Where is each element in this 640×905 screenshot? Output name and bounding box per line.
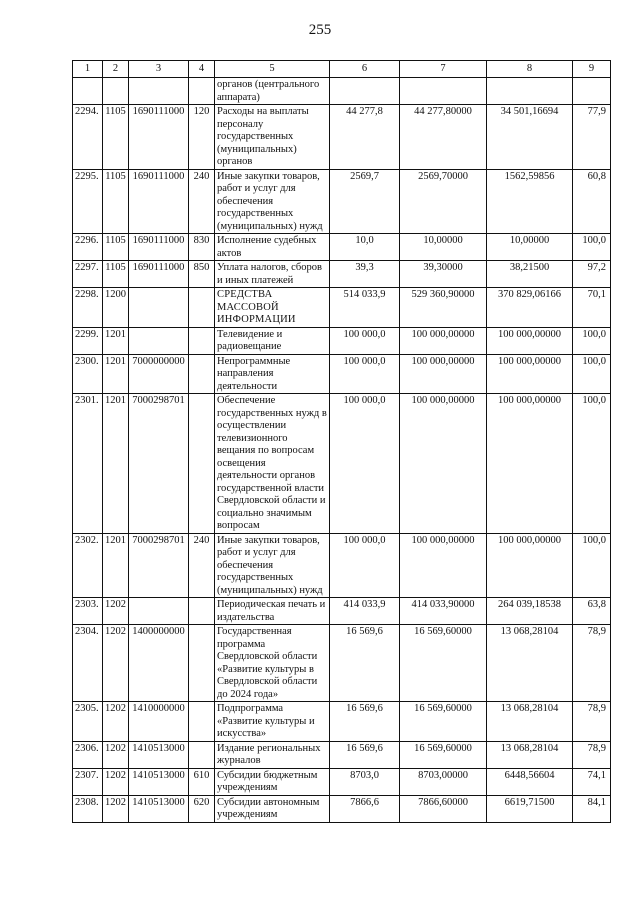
percent-cell: 60,8 <box>573 169 611 234</box>
column-header: 8 <box>487 61 573 78</box>
row-number-cell: 2299. <box>73 327 103 354</box>
target-article-cell: 1690111000 <box>129 261 189 288</box>
percent-cell: 78,9 <box>573 702 611 742</box>
row-number-cell: 2301. <box>73 394 103 534</box>
amended-amount-cell: 100 000,00000 <box>400 394 487 534</box>
section-code-cell: 1202 <box>103 768 129 795</box>
planned-amount-cell: 16 569,6 <box>330 625 400 702</box>
executed-amount-cell: 34 501,16694 <box>487 105 573 170</box>
executed-amount-cell: 264 039,18538 <box>487 598 573 625</box>
target-article-cell: 1400000000 <box>129 625 189 702</box>
amended-amount-cell: 7866,60000 <box>400 795 487 822</box>
section-code-cell: 1202 <box>103 625 129 702</box>
table-row <box>73 169 611 234</box>
table-row <box>73 234 611 261</box>
table-row <box>73 78 611 105</box>
amended-amount-cell: 100 000,00000 <box>400 354 487 394</box>
percent-cell: 70,1 <box>573 288 611 328</box>
amended-amount-cell <box>400 78 487 105</box>
planned-amount-cell: 414 033,9 <box>330 598 400 625</box>
amended-amount-cell: 39,30000 <box>400 261 487 288</box>
expense-type-cell <box>189 394 215 534</box>
expense-type-cell: 120 <box>189 105 215 170</box>
section-code-cell: 1201 <box>103 394 129 534</box>
table-row <box>73 795 611 822</box>
section-code-cell <box>103 78 129 105</box>
row-number-cell: 2308. <box>73 795 103 822</box>
row-number-cell: 2300. <box>73 354 103 394</box>
expense-type-cell: 610 <box>189 768 215 795</box>
amended-amount-cell: 2569,70000 <box>400 169 487 234</box>
item-name-cell: Периодическая печать и издательства <box>215 598 330 625</box>
page-number: 255 <box>308 22 332 38</box>
expense-type-cell: 240 <box>189 169 215 234</box>
header-row <box>73 61 611 78</box>
section-code-cell: 1105 <box>103 234 129 261</box>
section-code-cell: 1201 <box>103 354 129 394</box>
target-article-cell: 7000298701 <box>129 533 189 598</box>
item-name-cell: Расходы на выплаты персоналу государственных (муниципальных) органов <box>215 105 330 170</box>
executed-amount-cell: 10,00000 <box>487 234 573 261</box>
row-number-cell <box>73 78 103 105</box>
executed-amount-cell: 13 068,28104 <box>487 625 573 702</box>
column-header: 5 <box>215 61 330 78</box>
percent-cell <box>573 78 611 105</box>
target-article-cell: 1690111000 <box>129 169 189 234</box>
column-header: 9 <box>573 61 611 78</box>
section-code-cell: 1202 <box>103 702 129 742</box>
target-article-cell: 1410513000 <box>129 768 189 795</box>
section-code-cell: 1105 <box>103 169 129 234</box>
expense-type-cell: 620 <box>189 795 215 822</box>
expense-type-cell <box>189 625 215 702</box>
amended-amount-cell: 44 277,80000 <box>400 105 487 170</box>
expense-type-cell <box>189 327 215 354</box>
item-name-cell: СРЕДСТВА МАССОВОЙ ИНФОРМАЦИИ <box>215 288 330 328</box>
planned-amount-cell: 16 569,6 <box>330 741 400 768</box>
target-article-cell: 1410000000 <box>129 702 189 742</box>
row-number-cell: 2302. <box>73 533 103 598</box>
percent-cell: 63,8 <box>573 598 611 625</box>
budget-table <box>72 60 611 823</box>
expense-type-cell <box>189 741 215 768</box>
row-number-cell: 2305. <box>73 702 103 742</box>
item-name-cell: Субсидии автономным учреждениям <box>215 795 330 822</box>
row-number-cell: 2303. <box>73 598 103 625</box>
planned-amount-cell: 16 569,6 <box>330 702 400 742</box>
executed-amount-cell: 100 000,00000 <box>487 533 573 598</box>
table-row <box>73 533 611 598</box>
row-number-cell: 2307. <box>73 768 103 795</box>
section-code-cell: 1201 <box>103 327 129 354</box>
planned-amount-cell: 39,3 <box>330 261 400 288</box>
table-row <box>73 598 611 625</box>
target-article-cell: 1690111000 <box>129 105 189 170</box>
target-article-cell <box>129 598 189 625</box>
table-row <box>73 354 611 394</box>
item-name-cell: Непрограммные направления деятельности <box>215 354 330 394</box>
column-header: 2 <box>103 61 129 78</box>
percent-cell: 97,2 <box>573 261 611 288</box>
section-code-cell: 1105 <box>103 261 129 288</box>
percent-cell: 100,0 <box>573 354 611 394</box>
target-article-cell <box>129 78 189 105</box>
percent-cell: 78,9 <box>573 625 611 702</box>
amended-amount-cell: 16 569,60000 <box>400 741 487 768</box>
column-header: 1 <box>73 61 103 78</box>
executed-amount-cell: 6448,56604 <box>487 768 573 795</box>
section-code-cell: 1105 <box>103 105 129 170</box>
section-code-cell: 1201 <box>103 533 129 598</box>
executed-amount-cell: 100 000,00000 <box>487 394 573 534</box>
section-code-cell: 1202 <box>103 741 129 768</box>
target-article-cell: 1410513000 <box>129 795 189 822</box>
table-row <box>73 105 611 170</box>
row-number-cell: 2294. <box>73 105 103 170</box>
table-row <box>73 261 611 288</box>
row-number-cell: 2298. <box>73 288 103 328</box>
planned-amount-cell: 100 000,0 <box>330 394 400 534</box>
column-header: 6 <box>330 61 400 78</box>
planned-amount-cell: 514 033,9 <box>330 288 400 328</box>
section-code-cell: 1202 <box>103 598 129 625</box>
table-row <box>73 625 611 702</box>
item-name-cell: Телевидение и радиовещание <box>215 327 330 354</box>
section-code-cell: 1200 <box>103 288 129 328</box>
executed-amount-cell: 6619,71500 <box>487 795 573 822</box>
expense-type-cell: 830 <box>189 234 215 261</box>
target-article-cell <box>129 327 189 354</box>
percent-cell: 100,0 <box>573 327 611 354</box>
amended-amount-cell: 10,00000 <box>400 234 487 261</box>
column-header: 3 <box>129 61 189 78</box>
planned-amount-cell: 100 000,0 <box>330 354 400 394</box>
executed-amount-cell: 13 068,28104 <box>487 741 573 768</box>
expense-type-cell: 850 <box>189 261 215 288</box>
percent-cell: 77,9 <box>573 105 611 170</box>
executed-amount-cell: 100 000,00000 <box>487 354 573 394</box>
planned-amount-cell: 2569,7 <box>330 169 400 234</box>
table-body <box>73 78 611 823</box>
executed-amount-cell: 1562,59856 <box>487 169 573 234</box>
executed-amount-cell: 13 068,28104 <box>487 702 573 742</box>
table-row <box>73 702 611 742</box>
row-number-cell: 2296. <box>73 234 103 261</box>
percent-cell: 100,0 <box>573 533 611 598</box>
table-row <box>73 394 611 534</box>
planned-amount-cell <box>330 78 400 105</box>
item-name-cell: Подпрограмма «Развитие культуры и искусства» <box>215 702 330 742</box>
row-number-cell: 2295. <box>73 169 103 234</box>
percent-cell: 100,0 <box>573 234 611 261</box>
percent-cell: 84,1 <box>573 795 611 822</box>
target-article-cell: 7000000000 <box>129 354 189 394</box>
planned-amount-cell: 8703,0 <box>330 768 400 795</box>
column-header: 4 <box>189 61 215 78</box>
planned-amount-cell: 100 000,0 <box>330 327 400 354</box>
expense-type-cell <box>189 702 215 742</box>
percent-cell: 100,0 <box>573 394 611 534</box>
amended-amount-cell: 8703,00000 <box>400 768 487 795</box>
item-name-cell: Государственная программа Свердловской области «Развитие культуры в Свердловской области до 2024 года» <box>215 625 330 702</box>
item-name-cell: органов (центрального аппарата) <box>215 78 330 105</box>
expense-type-cell <box>189 598 215 625</box>
amended-amount-cell: 529 360,90000 <box>400 288 487 328</box>
table-row <box>73 741 611 768</box>
amended-amount-cell: 414 033,90000 <box>400 598 487 625</box>
executed-amount-cell: 100 000,00000 <box>487 327 573 354</box>
target-article-cell: 7000298701 <box>129 394 189 534</box>
executed-amount-cell: 38,21500 <box>487 261 573 288</box>
executed-amount-cell: 370 829,06166 <box>487 288 573 328</box>
percent-cell: 74,1 <box>573 768 611 795</box>
table-row <box>73 288 611 328</box>
expense-type-cell <box>189 288 215 328</box>
executed-amount-cell <box>487 78 573 105</box>
table-row <box>73 327 611 354</box>
expense-type-cell <box>189 354 215 394</box>
planned-amount-cell: 10,0 <box>330 234 400 261</box>
item-name-cell: Уплата налогов, сборов и иных платежей <box>215 261 330 288</box>
percent-cell: 78,9 <box>573 741 611 768</box>
expense-type-cell <box>189 78 215 105</box>
target-article-cell: 1410513000 <box>129 741 189 768</box>
item-name-cell: Исполнение судебных актов <box>215 234 330 261</box>
amended-amount-cell: 16 569,60000 <box>400 625 487 702</box>
amended-amount-cell: 100 000,00000 <box>400 533 487 598</box>
item-name-cell: Иные закупки товаров, работ и услуг для обеспечения государственных (муниципальных) нужд <box>215 533 330 598</box>
expense-type-cell: 240 <box>189 533 215 598</box>
planned-amount-cell: 7866,6 <box>330 795 400 822</box>
amended-amount-cell: 16 569,60000 <box>400 702 487 742</box>
column-header: 7 <box>400 61 487 78</box>
target-article-cell: 1690111000 <box>129 234 189 261</box>
section-code-cell: 1202 <box>103 795 129 822</box>
amended-amount-cell: 100 000,00000 <box>400 327 487 354</box>
target-article-cell <box>129 288 189 328</box>
item-name-cell: Обеспечение государственных нужд в осуществлении телевизионного вещания по вопросам освещения деятельности органов государственной власти Свердловской области и социально значимым вопросам <box>215 394 330 534</box>
row-number-cell: 2304. <box>73 625 103 702</box>
planned-amount-cell: 44 277,8 <box>330 105 400 170</box>
item-name-cell: Издание региональных журналов <box>215 741 330 768</box>
row-number-cell: 2297. <box>73 261 103 288</box>
item-name-cell: Субсидии бюджетным учреждениям <box>215 768 330 795</box>
planned-amount-cell: 100 000,0 <box>330 533 400 598</box>
table-row <box>73 768 611 795</box>
row-number-cell: 2306. <box>73 741 103 768</box>
item-name-cell: Иные закупки товаров, работ и услуг для обеспечения государственных (муниципальных) нужд <box>215 169 330 234</box>
